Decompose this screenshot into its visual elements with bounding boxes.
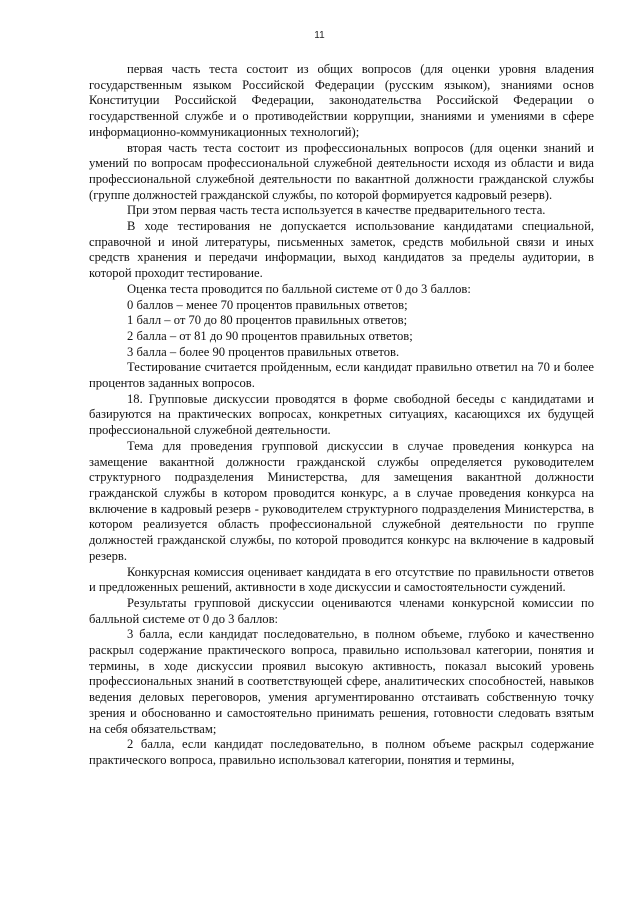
list-item: 0 баллов – менее 70 процентов правильных ответов;	[127, 297, 408, 312]
list-item: 3 балла – более 90 процентов правильных ответов.	[127, 344, 400, 359]
list-item: 1 балл – от 70 до 80 процентов правильных ответов;	[127, 313, 408, 328]
paragraph: 18. Групповые дискуссии проводятся в форме свободной беседы с кандидатами и базируются на практических вопросах, конкретных ситуациях, касающихся их будущей профессиональной служебной деятельности.	[89, 391, 594, 438]
paragraph: вторая часть теста состоит из профессиональных вопросов (для оценки знаний и умений по вопросам профессиональной служебной деятельности исходя из области и вида профессиональной служебной деятельности по вакантной должности гражданской службы (группе должностей гражданской службы, по которой формируется кадровый резерв).	[89, 140, 594, 202]
page-number: 11	[314, 30, 325, 41]
list-item: 2 балла – от 81 до 90 процентов правильных ответов;	[127, 328, 413, 343]
document-body	[89, 62, 594, 769]
paragraph: Оценка теста проводится по балльной системе от 0 до 3 баллов:	[127, 281, 471, 296]
paragraph: 2 балла, если кандидат последовательно, в полном объеме раскрыл содержание практического вопроса, правильно использовал категории, понятия и термины,	[89, 737, 594, 767]
paragraph: Конкурсная комиссия оценивает кандидата в его отсутствие по правильности ответов и предложенных решений, активности в ходе дискуссии и самостоятельности суждений.	[89, 564, 594, 595]
paragraph: Тема для проведения групповой дискуссии в случае проведения конкурса на замещение вакантной должности гражданской службы определяется руководителем структурного подразделения Министерства, для замещения вакантной должности гражданской службы в котором проводится конкурс, а в случае проведения конкурса на включение в кадровый резерв - руководителем структурного подразделения Министерства, в котором реализуется область профессиональной служебной деятельности по группе должностей гражданской службы, по которой проводится конкурс на включение в кадровый резерв.	[89, 438, 594, 563]
paragraph: 3 балла, если кандидат последовательно, в полном объеме, глубоко и качественно раскрыл содержание практического вопроса, правильно использовал категории, понятия и термины, в ходе дискуссии проявил высокую активность, показал высокий уровень профессиональных знаний в соответствующей сфере, аналитических способностей, навыков ведения деловых переговоров, умения аргументированно отстаивать собственную точку зрения и обоснованно и самостоятельно принимать решения, готовности следовать взятым на себя обязательствам;	[89, 627, 594, 736]
paragraph: первая часть теста состоит из общих вопросов (для оценки уровня владения государственным языком Российской Федерации (русским языком), знаниями основ Конституции Российской Федерации, законодательства Российской Федерации о государственной службе и о противодействии коррупции, знаниями и умениями в сфере информационно-коммуникационных технологий);	[89, 62, 594, 139]
paragraph: Тестирование считается пройденным, если кандидат правильно ответил на 70 и более процентов заданных вопросов.	[89, 360, 594, 391]
paragraph: При этом первая часть теста используется в качестве предварительного теста.	[127, 203, 546, 218]
paragraph: Результаты групповой дискуссии оцениваются членами конкурсной комиссии по балльной системе от 0 до 3 баллов:	[89, 595, 594, 626]
paragraph: В ходе тестирования не допускается использование кандидатами специальной, справочной и иной литературы, письменных заметок, средств мобильной связи и иных средств хранения и передачи информации, выход кандидатов за пределы аудитории, в которой проходит тестирование.	[89, 219, 594, 281]
